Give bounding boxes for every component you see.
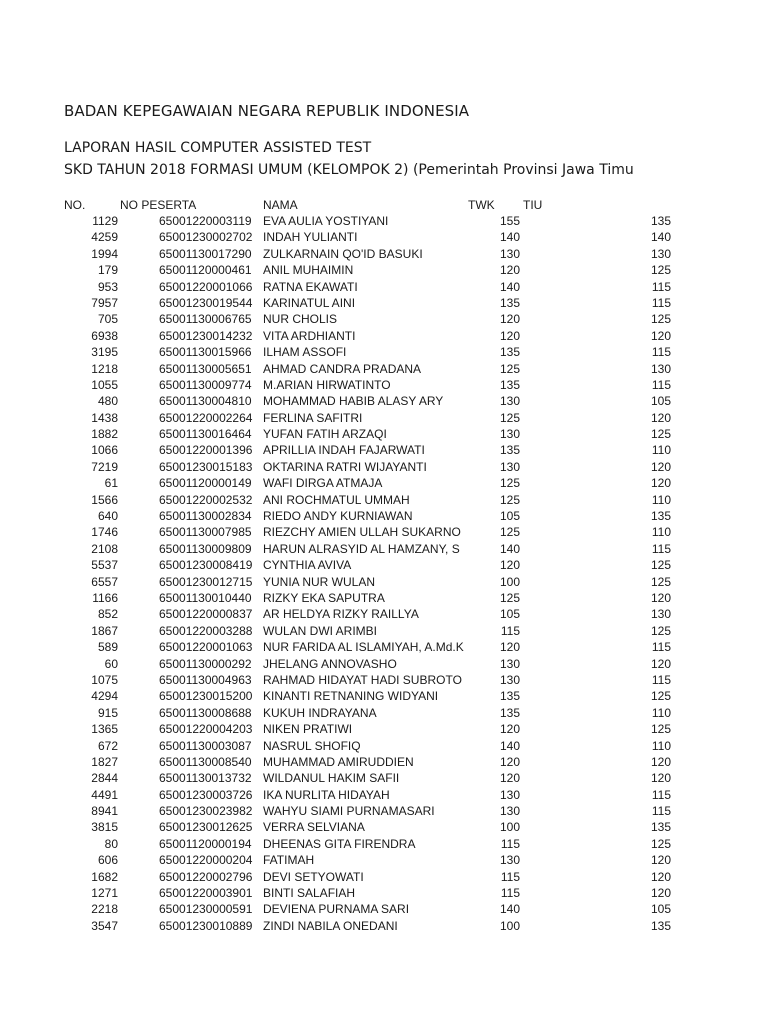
cell-nama: MOHAMMAD HABIB ALASY ARY (263, 394, 444, 409)
cell-nama: M.ARIAN HIRWATINTO (263, 377, 391, 392)
cell-tiu: 130 (650, 361, 671, 376)
cell-nama: IKA NURLITA HIDAYAH (263, 787, 390, 802)
cell-no-peserta: 65001220003288 (159, 623, 253, 638)
table-row (0, 541, 768, 557)
cell-twk: 120 (499, 754, 520, 769)
cell-no: 4259 (91, 230, 118, 245)
cell-no-peserta: 65001220002796 (159, 869, 253, 884)
cell-no: 1867 (91, 623, 118, 638)
cell-tiu: 125 (650, 312, 671, 327)
cell-tiu: 115 (651, 295, 671, 310)
cell-nama: KINANTI RETNANING WIDYANI (263, 689, 439, 704)
cell-no-peserta: 65001230012715 (159, 574, 253, 589)
cell-no-peserta: 65001220003901 (159, 886, 253, 901)
cell-nama: ANIL MUHAIMIN (263, 263, 354, 278)
cell-no: 953 (97, 279, 118, 294)
cell-twk: 120 (499, 312, 520, 327)
cell-nama: NIKEN PRATIWI (263, 722, 353, 737)
table-row (0, 262, 768, 278)
cell-nama: BINTI SALAFIAH (263, 886, 356, 901)
cell-nama: DHEENAS GITA FIRENDRA (263, 836, 416, 851)
table-row (0, 787, 768, 803)
cell-no: 1994 (91, 246, 118, 261)
cell-nama: FERLINA SAFITRI (263, 410, 363, 425)
cell-no: 7957 (91, 295, 118, 310)
cell-nama: APRILLIA INDAH FAJARWATI (263, 443, 425, 458)
cell-nama: RIEDO ANDY KURNIAWAN (263, 509, 413, 524)
cell-no-peserta: 65001220002264 (159, 410, 253, 425)
cell-tiu: 125 (650, 574, 671, 589)
table-row (0, 738, 768, 754)
cell-no-peserta: 65001130013732 (159, 771, 252, 786)
cell-no: 1746 (91, 525, 118, 540)
cell-no: 1055 (91, 377, 118, 392)
cell-no-peserta: 65001220004203 (159, 722, 253, 737)
cell-nama: AR HELDYA RIZKY RAILLYA (263, 607, 419, 622)
cell-twk: 100 (499, 918, 520, 933)
cell-no: 606 (97, 853, 118, 868)
cell-no-peserta: 65001230003726 (159, 787, 253, 802)
cell-tiu: 120 (650, 853, 671, 868)
cell-tiu: 130 (650, 607, 671, 622)
cell-nama: RIEZCHY AMIEN ULLAH SUKARNO (263, 525, 461, 540)
cell-no: 1882 (91, 427, 118, 442)
cell-twk: 100 (499, 574, 520, 589)
cell-no: 6557 (91, 574, 118, 589)
cell-no-peserta: 65001130009809 (159, 541, 252, 556)
table-row (0, 426, 768, 442)
cell-tiu: 115 (651, 640, 671, 655)
cell-twk: 120 (499, 640, 520, 655)
table-row (0, 459, 768, 475)
cell-nama: WULAN DWI ARIMBI (263, 623, 378, 638)
table-row (0, 869, 768, 885)
cell-no: 80 (104, 836, 118, 851)
organization-title: BADAN KEPEGAWAIAN NEGARA REPUBLIK INDONESIA (64, 102, 470, 120)
cell-tiu: 120 (650, 328, 671, 343)
cell-tiu: 115 (651, 804, 671, 819)
cell-nama: YUFAN FATIH ARZAQI (263, 427, 387, 442)
column-header-no: NO. (64, 198, 86, 212)
cell-no: 4491 (91, 787, 118, 802)
cell-no-peserta: 65001130009774 (159, 377, 252, 392)
cell-tiu: 135 (650, 820, 671, 835)
cell-twk: 120 (499, 771, 520, 786)
cell-nama: NUR FARIDA AL ISLAMIYAH, A.Md.K (263, 640, 464, 655)
cell-twk: 130 (499, 427, 520, 442)
cell-twk: 120 (499, 263, 520, 278)
table-row (0, 836, 768, 852)
cell-no-peserta: 65001230010889 (159, 918, 253, 933)
cell-nama: YUNIA NUR WULAN (263, 574, 376, 589)
table-row (0, 524, 768, 540)
cell-no: 1066 (91, 443, 118, 458)
cell-tiu: 125 (650, 427, 671, 442)
cell-nama: RAHMAD HIDAYAT HADI SUBROTO (263, 672, 462, 687)
table-row (0, 590, 768, 606)
table-row (0, 819, 768, 835)
cell-twk: 115 (500, 886, 520, 901)
cell-tiu: 120 (650, 869, 671, 884)
cell-no-peserta: 65001130010440 (159, 590, 252, 605)
table-row (0, 328, 768, 344)
cell-tiu: 120 (650, 459, 671, 474)
table-row (0, 606, 768, 622)
cell-twk: 135 (499, 345, 520, 360)
cell-nama: KARINATUL AINI (263, 295, 356, 310)
table-row (0, 770, 768, 786)
cell-twk: 135 (499, 705, 520, 720)
cell-tiu: 110 (651, 705, 671, 720)
cell-no-peserta: 65001220000837 (159, 607, 253, 622)
table-row (0, 279, 768, 295)
cell-no: 179 (97, 263, 118, 278)
cell-twk: 115 (500, 836, 520, 851)
cell-twk: 140 (499, 279, 520, 294)
table-row (0, 213, 768, 229)
cell-no-peserta: 65001220001396 (159, 443, 253, 458)
cell-tiu: 110 (651, 492, 671, 507)
cell-twk: 125 (499, 361, 520, 376)
cell-no: 640 (97, 509, 118, 524)
cell-no-peserta: 65001130005651 (159, 361, 252, 376)
cell-tiu: 115 (651, 672, 671, 687)
cell-twk: 120 (499, 328, 520, 343)
cell-twk: 130 (499, 656, 520, 671)
cell-twk: 125 (499, 492, 520, 507)
cell-tiu: 110 (651, 443, 671, 458)
cell-no-peserta: 65001130016464 (159, 427, 252, 442)
cell-no: 915 (97, 705, 118, 720)
cell-twk: 120 (499, 558, 520, 573)
cell-twk: 125 (499, 476, 520, 491)
cell-nama: CYNTHIA AVIVA (263, 558, 352, 573)
cell-twk: 135 (499, 443, 520, 458)
cell-no: 672 (97, 738, 118, 753)
cell-no: 1682 (91, 869, 118, 884)
cell-twk: 125 (499, 410, 520, 425)
column-header-no-peserta: NO PESERTA (120, 198, 197, 212)
cell-tiu: 125 (650, 836, 671, 851)
cell-no: 1218 (91, 361, 118, 376)
cell-tiu: 110 (651, 738, 671, 753)
cell-twk: 130 (499, 804, 520, 819)
cell-no-peserta: 65001130008688 (159, 705, 252, 720)
cell-no: 2108 (91, 541, 118, 556)
cell-no: 2218 (91, 902, 118, 917)
table-row (0, 803, 768, 819)
cell-twk: 125 (499, 525, 520, 540)
cell-no-peserta: 65001130000292 (159, 656, 252, 671)
table-row (0, 656, 768, 672)
table-row (0, 410, 768, 426)
report-subtitle: SKD TAHUN 2018 FORMASI UMUM (KELOMPOK 2) (Pemerintah Provinsi Jawa Timu (64, 162, 634, 178)
cell-nama: INDAH YULIANTI (263, 230, 358, 245)
cell-no-peserta: 65001120000149 (159, 476, 252, 491)
cell-no-peserta: 65001130006765 (159, 312, 252, 327)
table-row (0, 229, 768, 245)
results-table-body (0, 213, 768, 934)
cell-no-peserta: 65001230012625 (159, 820, 253, 835)
cell-tiu: 140 (650, 230, 671, 245)
cell-no: 1271 (91, 886, 118, 901)
cell-no-peserta: 65001220001066 (159, 279, 253, 294)
cell-no-peserta: 65001130017290 (159, 246, 252, 261)
cell-no: 589 (97, 640, 118, 655)
cell-nama: WAHYU SIAMI PURNAMASARI (263, 804, 435, 819)
cell-nama: AHMAD CANDRA PRADANA (263, 361, 422, 376)
cell-twk: 120 (499, 722, 520, 737)
table-row (0, 623, 768, 639)
cell-twk: 140 (499, 230, 520, 245)
table-row (0, 705, 768, 721)
cell-no-peserta: 65001230015183 (159, 459, 253, 474)
table-row (0, 918, 768, 934)
cell-no: 1129 (92, 214, 118, 228)
cell-no: 1365 (91, 722, 118, 737)
cell-twk: 135 (499, 689, 520, 704)
table-row (0, 901, 768, 917)
cell-no: 5537 (91, 558, 118, 573)
cell-twk: 115 (500, 869, 520, 884)
cell-tiu: 135 (650, 509, 671, 524)
cell-nama: OKTARINA RATRI WIJAYANTI (263, 459, 427, 474)
cell-no-peserta: 65001120000194 (159, 836, 252, 851)
column-header-twk: TWK (468, 198, 495, 212)
cell-no: 1438 (91, 410, 118, 425)
column-header-tiu: TIU (523, 198, 543, 212)
cell-tiu: 125 (650, 263, 671, 278)
column-header-nama: NAMA (263, 198, 298, 212)
cell-tiu: 120 (650, 754, 671, 769)
cell-nama: EVA AULIA YOSTIYANI (263, 214, 389, 228)
cell-no-peserta: 65001130004963 (159, 672, 252, 687)
cell-no-peserta: 65001220000204 (159, 853, 253, 868)
cell-twk: 135 (499, 295, 520, 310)
cell-twk: 125 (499, 590, 520, 605)
cell-twk: 130 (499, 853, 520, 868)
cell-no-peserta: 65001120000461 (159, 263, 252, 278)
cell-no: 7219 (91, 459, 118, 474)
cell-nama: HARUN ALRASYID AL HAMZANY, S (263, 541, 460, 556)
table-row (0, 557, 768, 573)
cell-nama: ZINDI NABILA ONEDANI (263, 918, 398, 933)
cell-twk: 115 (500, 623, 520, 638)
cell-nama: ZULKARNAIN QO'ID BASUKI (263, 246, 423, 261)
cell-nama: VERRA SELVIANA (263, 820, 365, 835)
cell-twk: 140 (499, 738, 520, 753)
cell-tiu: 120 (650, 771, 671, 786)
cell-tiu: 125 (650, 689, 671, 704)
cell-twk: 130 (499, 394, 520, 409)
cell-twk: 130 (499, 672, 520, 687)
cell-no: 1166 (92, 590, 118, 605)
cell-tiu: 115 (651, 345, 671, 360)
cell-no: 1566 (91, 492, 118, 507)
cell-no: 852 (97, 607, 118, 622)
table-row (0, 246, 768, 262)
cell-tiu: 120 (650, 476, 671, 491)
table-row (0, 393, 768, 409)
cell-nama: VITA ARDHIANTI (263, 328, 356, 343)
cell-no-peserta: 65001220001063 (159, 640, 253, 655)
cell-no-peserta: 65001230008419 (159, 558, 253, 573)
cell-no: 61 (104, 476, 118, 491)
cell-tiu: 115 (651, 279, 671, 294)
cell-no-peserta: 65001230023982 (159, 804, 253, 819)
cell-tiu: 125 (650, 558, 671, 573)
table-row (0, 639, 768, 655)
cell-twk: 140 (499, 902, 520, 917)
cell-tiu: 135 (650, 214, 671, 228)
cell-tiu: 115 (651, 377, 671, 392)
cell-no-peserta: 65001230002702 (159, 230, 253, 245)
table-row (0, 492, 768, 508)
table-row (0, 475, 768, 491)
cell-no: 1827 (91, 754, 118, 769)
table-row (0, 754, 768, 770)
cell-no-peserta: 65001230000591 (159, 902, 253, 917)
cell-nama: DEVI SETYOWATI (263, 869, 364, 884)
cell-tiu: 135 (650, 918, 671, 933)
table-row (0, 295, 768, 311)
cell-nama: JHELANG ANNOVASHO (263, 656, 397, 671)
table-row (0, 721, 768, 737)
cell-nama: RIZKY EKA SAPUTRA (263, 590, 385, 605)
cell-tiu: 130 (650, 246, 671, 261)
table-row (0, 574, 768, 590)
table-row (0, 885, 768, 901)
cell-tiu: 120 (650, 886, 671, 901)
cell-nama: MUHAMMAD AMIRUDDIEN (263, 754, 414, 769)
cell-nama: ILHAM ASSOFI (263, 345, 347, 360)
cell-tiu: 120 (650, 656, 671, 671)
cell-no: 2844 (91, 771, 118, 786)
cell-tiu: 120 (650, 590, 671, 605)
cell-no: 3815 (91, 820, 118, 835)
cell-tiu: 125 (650, 722, 671, 737)
cell-twk: 130 (499, 787, 520, 802)
cell-tiu: 120 (650, 410, 671, 425)
cell-nama: NUR CHOLIS (263, 312, 338, 327)
cell-twk: 100 (499, 820, 520, 835)
table-row (0, 672, 768, 688)
cell-twk: 105 (499, 607, 520, 622)
cell-nama: RATNA EKAWATI (263, 279, 358, 294)
cell-no: 480 (97, 394, 118, 409)
cell-no-peserta: 65001130015966 (159, 345, 252, 360)
cell-twk: 135 (499, 377, 520, 392)
table-row (0, 311, 768, 327)
cell-no-peserta: 65001130003087 (159, 738, 252, 753)
table-row (0, 688, 768, 704)
cell-no-peserta: 65001230015200 (159, 689, 253, 704)
cell-tiu: 125 (650, 623, 671, 638)
cell-tiu: 105 (650, 394, 671, 409)
cell-no-peserta: 65001130004810 (159, 394, 252, 409)
report-title: LAPORAN HASIL COMPUTER ASSISTED TEST (64, 140, 372, 156)
cell-tiu: 115 (651, 787, 671, 802)
cell-no-peserta: 65001130008540 (159, 754, 252, 769)
table-row (0, 508, 768, 524)
cell-no: 8941 (91, 804, 118, 819)
cell-no-peserta: 65001230014232 (159, 328, 253, 343)
cell-no-peserta: 65001220002532 (159, 492, 253, 507)
cell-tiu: 110 (651, 525, 671, 540)
cell-no: 60 (104, 656, 118, 671)
cell-tiu: 105 (650, 902, 671, 917)
table-row (0, 361, 768, 377)
cell-nama: WAFI DIRGA ATMAJA (263, 476, 383, 491)
cell-nama: ANI ROCHMATUL UMMAH (263, 492, 410, 507)
cell-nama: DEVIENA PURNAMA SARI (263, 902, 410, 917)
table-row (0, 852, 768, 868)
cell-no: 4294 (91, 689, 118, 704)
cell-no: 6938 (91, 328, 118, 343)
cell-nama: FATIMAH (263, 853, 315, 868)
cell-no: 1075 (91, 672, 118, 687)
cell-twk: 130 (499, 459, 520, 474)
cell-no-peserta: 65001230019544 (159, 295, 253, 310)
cell-tiu: 115 (651, 541, 671, 556)
cell-nama: WILDANUL HAKIM SAFII (263, 771, 400, 786)
table-row (0, 344, 768, 360)
cell-twk: 105 (499, 509, 520, 524)
cell-twk: 140 (499, 541, 520, 556)
cell-twk: 130 (499, 246, 520, 261)
cell-twk: 155 (499, 214, 520, 228)
cell-no-peserta: 65001130007985 (159, 525, 252, 540)
cell-no: 3195 (91, 345, 118, 360)
table-row (0, 442, 768, 458)
cell-no-peserta: 65001130002834 (159, 509, 252, 524)
cell-nama: KUKUH INDRAYANA (263, 705, 377, 720)
cell-no: 3547 (91, 918, 118, 933)
cell-no-peserta: 65001220003119 (159, 214, 252, 228)
table-row (0, 377, 768, 393)
cell-nama: NASRUL SHOFIQ (263, 738, 361, 753)
cell-no: 705 (97, 312, 118, 327)
